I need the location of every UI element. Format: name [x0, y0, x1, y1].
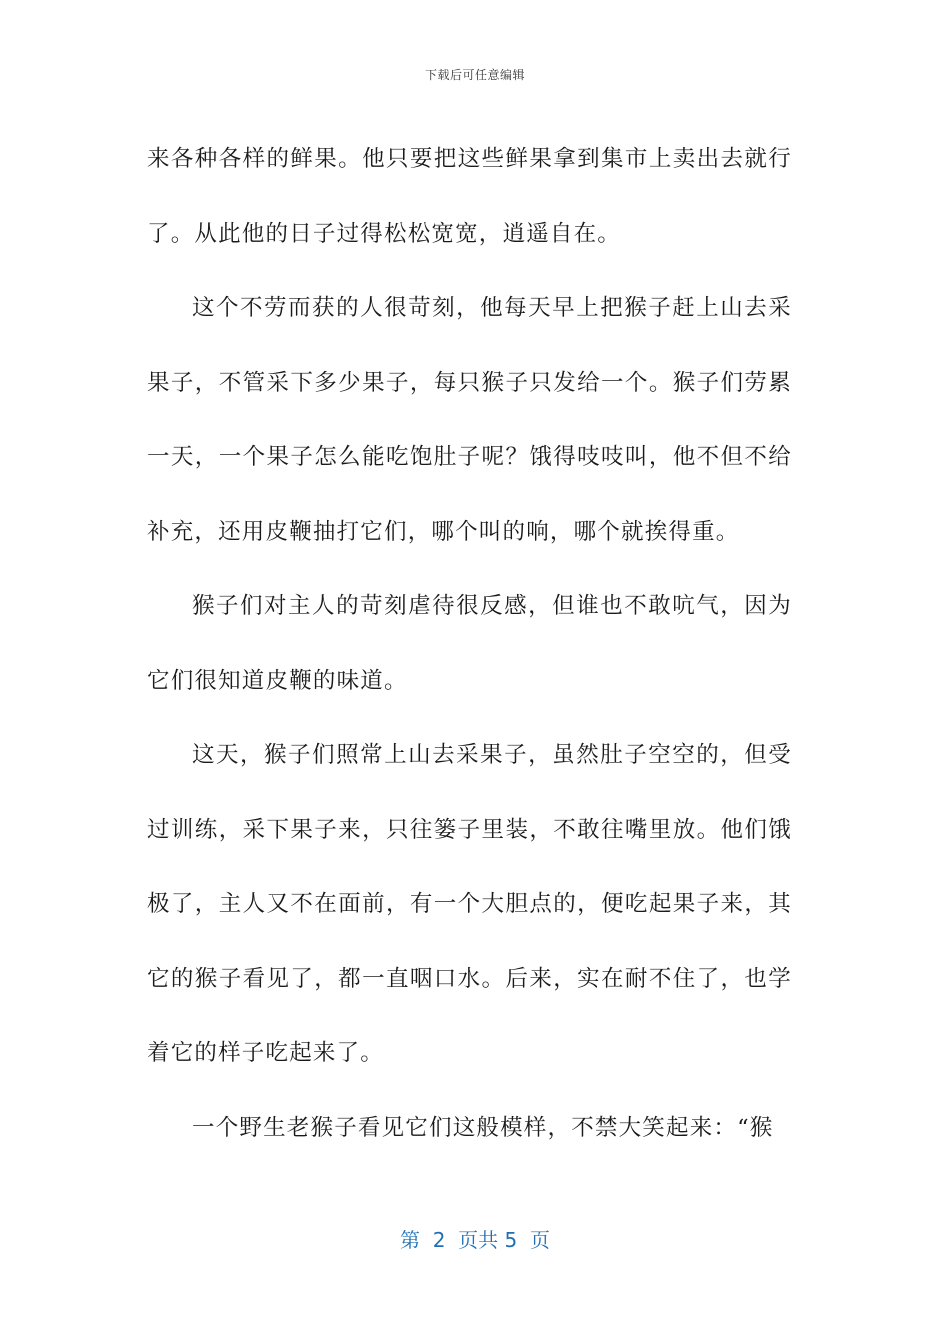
document-body: [147, 122, 792, 1165]
page-number-footer: 第 2 页共 5 页: [400, 1228, 550, 1252]
paragraph-1: 来各种各样的鲜果。他只要把这些鲜果拿到集市上卖出去就行了。从此他的日子过得松松宽宽，逍遥自在。: [147, 146, 792, 247]
paragraph-4: 这天，猴子们照常上山去采果子，虽然肚子空空的，但受过训练，采下果子来，只往篓子里装，不敢往嘴里放。他们饿极了，主人又不在面前，有一个大胆点的，便吃起果子来，其它的猴子看见了，都一直咽口水。后来，实在耐不住了，也学着它的样子吃起来了。: [147, 742, 792, 1066]
paragraph-5: 一个野生老猴子看见它们这般模样，不禁大笑起来：“猴: [192, 1114, 774, 1141]
page-header: 下载后可任意编辑: [424, 68, 525, 82]
paragraph-2: 这个不劳而获的人很苛刻，他每天早上把猴子赶上山去采果子，不管采下多少果子，每只猴子只发给一个。猴子们劳累一天，一个果子怎么能吃饱肚子呢？饿得吱吱叫，他不但不给补充，还用皮鞭抽打它们，哪个叫的响，哪个就挨得重。: [147, 295, 792, 545]
paragraph-3: 猴子们对主人的苛刻虐待很反感，但谁也不敢吭气，因为它们很知道皮鞭的味道。: [147, 593, 792, 694]
